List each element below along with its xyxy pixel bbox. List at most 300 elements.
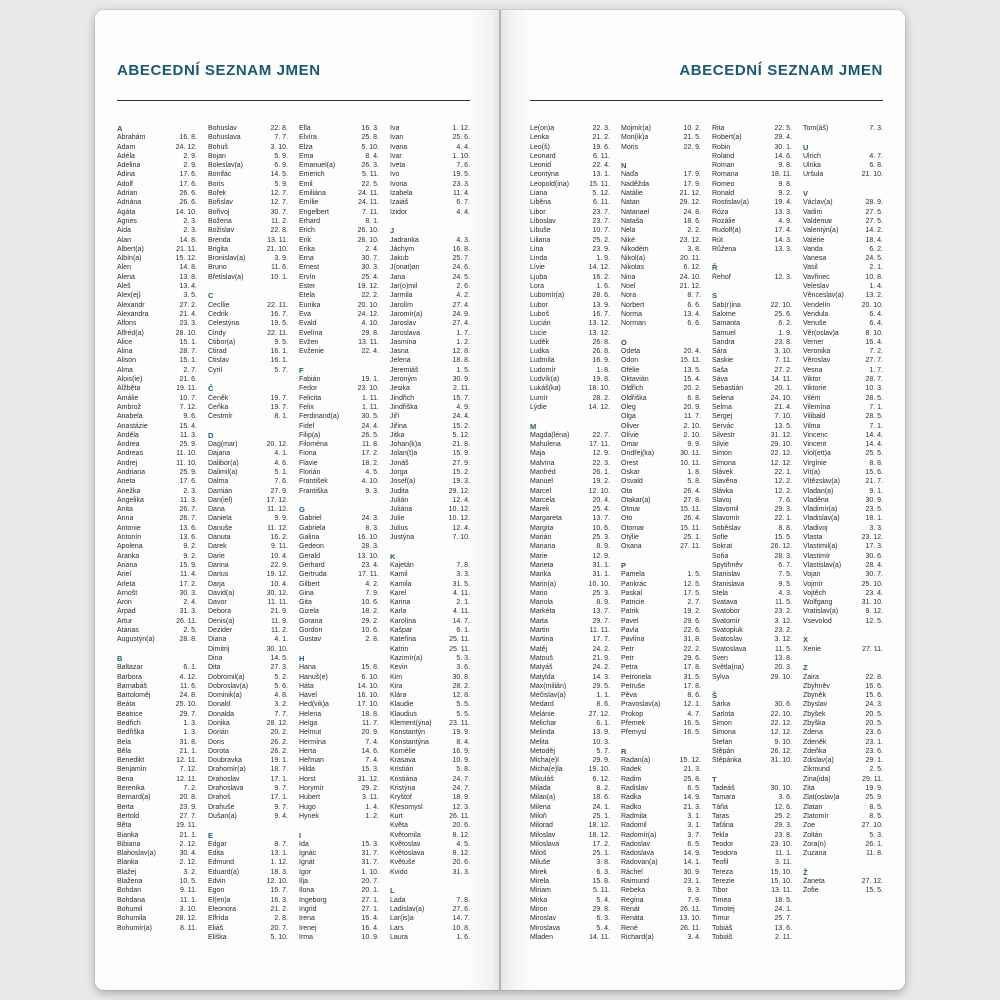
name: Radan(a) xyxy=(621,757,651,765)
list-item xyxy=(803,422,883,431)
name: Ctirad xyxy=(208,348,227,356)
name-column xyxy=(299,124,379,942)
list-item xyxy=(208,673,288,682)
list-item xyxy=(117,617,197,626)
name: Blažej xyxy=(117,868,137,876)
date: 28. 3. xyxy=(361,543,379,551)
date: 2. 10. xyxy=(683,431,701,439)
list-item xyxy=(803,459,883,468)
list-item xyxy=(208,505,288,514)
name: Karolína xyxy=(390,617,417,625)
date: 14. 5. xyxy=(270,654,288,662)
list-item xyxy=(299,784,379,793)
date: 3. 1. xyxy=(687,812,701,820)
list-item xyxy=(712,412,792,421)
name: Mojmír(a) xyxy=(621,125,651,132)
list-item xyxy=(530,291,610,300)
list-item xyxy=(117,440,197,449)
date: 31. 1. xyxy=(592,561,610,569)
list-item xyxy=(530,319,610,328)
date: 4. 8. xyxy=(274,692,288,700)
name: Roman xyxy=(712,162,735,170)
date: 1. 3. xyxy=(183,720,197,727)
name: Boris xyxy=(208,180,224,188)
name: Felicita xyxy=(299,394,322,402)
list-item xyxy=(117,375,197,384)
list-item xyxy=(117,607,197,616)
name: Bedřich xyxy=(117,720,141,727)
date: 26. 12. xyxy=(770,543,792,551)
date: 25. 9. xyxy=(179,468,197,476)
list-item xyxy=(621,570,701,579)
list-item xyxy=(117,198,197,207)
list-item xyxy=(621,933,701,942)
list-item xyxy=(390,236,470,245)
list-item xyxy=(299,524,379,533)
list-item xyxy=(621,905,701,914)
name: Petr xyxy=(621,645,634,653)
date: 21. 3. xyxy=(683,766,701,774)
date: 19. 9. xyxy=(865,785,883,793)
name: Valentýn(a) xyxy=(803,227,839,235)
name: Bohdan xyxy=(117,887,142,895)
list-item xyxy=(208,877,288,886)
date: 13. 5. xyxy=(683,366,701,374)
name: Osvald xyxy=(621,478,643,486)
name: Klaudius xyxy=(390,710,417,718)
name: Běta xyxy=(117,822,132,830)
list-item xyxy=(390,152,470,161)
list-item xyxy=(390,273,470,282)
list-item xyxy=(299,719,379,728)
name: Božena xyxy=(208,217,232,225)
name: Margareta xyxy=(530,515,562,523)
list-item xyxy=(530,431,610,440)
name: Dan(iel) xyxy=(208,496,233,504)
name: Drahoslava xyxy=(208,785,244,793)
date: 27. 11. xyxy=(680,543,701,551)
date: 25. 2. xyxy=(592,236,610,244)
date: 7. 7. xyxy=(274,134,288,142)
name: Zuzana xyxy=(803,850,827,858)
name: Nikolas xyxy=(621,264,644,272)
list-item xyxy=(712,598,792,607)
date: 6. 4. xyxy=(869,320,883,328)
date: 25. 7. xyxy=(452,255,470,263)
date: 26. 4. xyxy=(683,515,701,523)
name: Pavlína xyxy=(621,636,645,644)
name: Julie xyxy=(390,515,405,523)
date: 11. 10. xyxy=(176,459,197,467)
date: 16. 3. xyxy=(270,896,288,904)
name: Lars xyxy=(390,924,404,932)
date: 17. 10. xyxy=(357,701,379,709)
date: 11. 6. xyxy=(271,264,288,272)
name: Nikol(a) xyxy=(621,255,646,263)
list-item xyxy=(299,310,379,319)
name: Vít(a) xyxy=(803,468,821,476)
date: 5. 10. xyxy=(270,933,288,941)
list-item xyxy=(208,347,288,356)
list-item xyxy=(390,868,470,877)
name: Kristiána xyxy=(390,775,418,783)
date: 27. 4. xyxy=(452,320,470,328)
name: Paskal xyxy=(621,589,643,597)
date: 20. 5. xyxy=(865,720,883,727)
date: 7. 8. xyxy=(456,896,470,904)
name: Dalma xyxy=(208,478,229,486)
list-item xyxy=(299,812,379,821)
date: 30. 8. xyxy=(452,673,470,681)
date: 29. 9. xyxy=(592,757,610,765)
page-right xyxy=(500,10,905,990)
list-item xyxy=(390,208,470,217)
date: 22. 9. xyxy=(683,143,701,151)
name: Radoslav xyxy=(621,840,651,848)
name: Otmar xyxy=(621,506,641,514)
date: 11. 3. xyxy=(180,496,197,504)
list-item xyxy=(530,394,610,403)
name: Ingrid xyxy=(299,905,317,913)
name: Vlastimil(a) xyxy=(803,543,838,551)
name: Krasava xyxy=(390,757,416,765)
date: 14. 7. xyxy=(452,617,470,625)
date: 6. 1. xyxy=(456,627,470,635)
name: Gizela xyxy=(299,608,319,616)
date: 30. 5. xyxy=(361,413,379,421)
date: 14. 4. xyxy=(865,441,883,449)
name: Erik xyxy=(299,236,312,244)
date: 23. 9. xyxy=(592,245,610,253)
name: Juliána xyxy=(390,506,413,514)
list-item xyxy=(117,682,197,691)
name: Matyáš xyxy=(530,664,553,672)
date: 17. 7. xyxy=(592,636,610,644)
name: Agáta xyxy=(117,208,136,216)
list-item xyxy=(299,589,379,598)
list-item xyxy=(803,440,883,449)
name: Věnceslav(a) xyxy=(803,292,844,300)
date: 14. 2. xyxy=(865,227,883,235)
name: El(en)a xyxy=(208,896,231,904)
name: Agnes xyxy=(117,217,137,225)
date: 30. 9. xyxy=(452,376,470,384)
name: Radko xyxy=(621,803,642,811)
list-item xyxy=(299,896,379,905)
name: Hugo xyxy=(299,803,316,811)
list-item xyxy=(390,338,470,347)
name: Markéta xyxy=(530,608,556,616)
date: 21. 10. xyxy=(266,245,288,253)
name: Anabela xyxy=(117,413,143,421)
name: Dušan(a) xyxy=(208,812,237,820)
date: 3. 10. xyxy=(179,905,197,913)
name: Bertold xyxy=(117,812,140,820)
name: Jiří xyxy=(390,413,400,421)
name: Bianka xyxy=(117,831,139,839)
list-item xyxy=(299,580,379,589)
list-item xyxy=(530,254,610,263)
date: 16. 4. xyxy=(361,915,379,923)
list-item xyxy=(208,124,288,133)
name: Libuše xyxy=(530,227,551,235)
name: Gabriel xyxy=(299,515,322,523)
name: Herta xyxy=(299,747,317,755)
date: 31. 12. xyxy=(770,431,792,439)
date: 15. 12. xyxy=(679,757,701,765)
list-item xyxy=(803,431,883,440)
date: 26. 5. xyxy=(361,431,379,439)
date: 13. 10. xyxy=(679,915,701,923)
list-item xyxy=(621,180,701,189)
list-item xyxy=(117,840,197,849)
name: Nora xyxy=(621,292,637,300)
name: Micha(e)la xyxy=(530,766,563,774)
list-item xyxy=(803,700,883,709)
list-item xyxy=(803,263,883,272)
list-item xyxy=(208,226,288,235)
list-item xyxy=(390,431,470,440)
name: Adrian xyxy=(117,190,138,198)
date: 27. 8. xyxy=(683,496,701,504)
list-item xyxy=(803,152,883,161)
name: Patrik xyxy=(621,608,639,616)
name: Jiřina xyxy=(390,422,407,430)
name: Elfrída xyxy=(208,915,229,923)
date: 30. 7. xyxy=(361,255,379,263)
list-item xyxy=(530,329,610,338)
name: Čestmír xyxy=(208,413,233,421)
list-item xyxy=(117,282,197,291)
list-item xyxy=(530,384,610,393)
name: Ctislav xyxy=(208,357,230,365)
date: 22. 10. xyxy=(770,710,792,718)
list-item xyxy=(117,170,197,179)
date: 31. 3. xyxy=(452,868,470,876)
list-item xyxy=(390,505,470,514)
date: 25. 4. xyxy=(361,273,379,281)
list-item xyxy=(621,626,701,635)
list-item xyxy=(299,514,379,523)
list-item xyxy=(803,589,883,598)
list-item xyxy=(208,924,288,933)
list-item xyxy=(712,868,792,877)
list-item xyxy=(803,468,883,477)
date: 12. 11. xyxy=(176,775,197,783)
list-item xyxy=(390,710,470,719)
name: Jáchym xyxy=(390,245,415,253)
list-item xyxy=(299,189,379,198)
date: 19. 12. xyxy=(357,283,379,291)
name: Lina xyxy=(530,245,544,253)
list-item xyxy=(390,319,470,328)
list-item xyxy=(530,198,610,207)
name: Selma xyxy=(712,403,732,411)
list-item xyxy=(299,440,379,449)
date: 5. 5. xyxy=(456,710,470,718)
name: Evald xyxy=(299,320,317,328)
date: 3. 6. xyxy=(456,664,470,672)
name: Slávek xyxy=(712,468,734,476)
name: Judita xyxy=(390,487,409,495)
name: Vratislav(a) xyxy=(803,608,839,616)
date: 28. 12. xyxy=(266,720,288,727)
list-item xyxy=(621,514,701,523)
list-item xyxy=(803,170,883,179)
name: Věroslav xyxy=(803,357,831,365)
name: Donika xyxy=(208,720,230,727)
name: Valdemar xyxy=(803,217,833,225)
date: 25. 3. xyxy=(592,534,610,542)
name: Oliver xyxy=(621,422,640,430)
date: 24. 5. xyxy=(865,255,883,263)
list-item xyxy=(712,886,792,895)
name: Martin xyxy=(530,627,550,635)
list-item xyxy=(390,347,470,356)
list-item xyxy=(208,812,288,821)
list-item xyxy=(117,477,197,486)
date: 5. 4. xyxy=(596,896,610,904)
date: 30. 7. xyxy=(270,208,288,216)
name: Albert(a) xyxy=(117,245,144,253)
name: Anežka xyxy=(117,487,141,495)
date: 15. 11. xyxy=(680,357,701,365)
date: 19. 1. xyxy=(270,757,288,765)
name: Eleonora xyxy=(208,905,237,913)
date: 20. 7. xyxy=(270,924,288,932)
list-item xyxy=(712,719,792,728)
date: 8. 10. xyxy=(865,329,883,337)
list-item xyxy=(208,236,288,245)
name: Emanuel(a) xyxy=(299,162,336,170)
date: 30. 4. xyxy=(179,850,197,858)
name: Iva xyxy=(390,125,400,132)
list-item xyxy=(208,319,288,328)
name: Zoe xyxy=(803,822,816,830)
date: 7. 1. xyxy=(869,422,883,430)
date: 13. 1. xyxy=(270,850,288,858)
date: 2. 3. xyxy=(183,227,197,235)
name: Zikmund xyxy=(803,766,830,774)
list-item xyxy=(712,914,792,923)
list-item xyxy=(712,301,792,310)
date: 27. 5. xyxy=(865,208,883,216)
date: 29. 3. xyxy=(774,506,792,514)
date: 5. 7. xyxy=(274,366,288,374)
name: Věr(oslav)a xyxy=(803,329,839,337)
name: Virgínie xyxy=(803,459,827,467)
list-item xyxy=(117,208,197,217)
name: Darie xyxy=(208,552,225,560)
list-item xyxy=(530,635,610,644)
name: Nina xyxy=(621,273,636,281)
name: Zlatan xyxy=(803,803,823,811)
name: Kašpar xyxy=(390,627,413,635)
name: Dag(mar) xyxy=(208,441,238,449)
list-item xyxy=(530,161,610,170)
name: Svatopluk xyxy=(712,627,743,635)
name: Erika xyxy=(299,245,315,253)
list-item xyxy=(117,812,197,821)
name: Ráchel xyxy=(621,868,643,876)
list-item xyxy=(208,858,288,867)
name-column xyxy=(712,124,792,942)
date: 23. 6. xyxy=(865,729,883,737)
date: 27. 3. xyxy=(270,664,288,672)
name: Kornélie xyxy=(390,747,416,755)
date: 6. 10. xyxy=(361,673,379,681)
list-item xyxy=(208,645,288,654)
date: 4. 7. xyxy=(687,710,701,718)
list-item xyxy=(117,552,197,561)
list-item xyxy=(621,673,701,682)
date: 24. 8. xyxy=(683,208,701,216)
date: 29. 12. xyxy=(448,487,470,495)
list-item xyxy=(803,607,883,616)
list-item xyxy=(299,422,379,431)
list-item xyxy=(803,728,883,737)
date: 13. 6. xyxy=(774,924,792,932)
list-item xyxy=(299,868,379,877)
date: 2. 4. xyxy=(365,245,379,253)
date: 13. 5. xyxy=(774,422,792,430)
section-letter: O xyxy=(621,337,627,347)
name: Gordon xyxy=(299,627,323,635)
name: Bernard(a) xyxy=(117,794,151,802)
list-item xyxy=(803,366,883,375)
name: Teodor xyxy=(712,840,734,848)
date: 9. 8. xyxy=(778,180,792,188)
name: Lubor xyxy=(530,301,548,309)
date: 1. 1. xyxy=(596,692,610,700)
name: Alma xyxy=(117,366,133,374)
name: Konstantýn xyxy=(390,729,426,737)
name: Vesna xyxy=(803,366,823,374)
list-item xyxy=(299,282,379,291)
list-item xyxy=(299,124,379,133)
name: Vendula xyxy=(803,310,829,318)
list-item xyxy=(803,682,883,691)
date: 5. 8. xyxy=(456,766,470,774)
list-item xyxy=(208,570,288,579)
list-item xyxy=(390,840,470,849)
name: Odon xyxy=(621,357,639,365)
date: 12. 6. xyxy=(774,803,792,811)
date: 26. 2. xyxy=(270,747,288,755)
date: 22. 8. xyxy=(270,227,288,235)
list-item xyxy=(299,319,379,328)
list-item xyxy=(299,635,379,644)
name: Moris xyxy=(621,143,639,151)
list-item xyxy=(390,514,470,523)
date: 9. 9. xyxy=(687,441,701,449)
date: 26. 11. xyxy=(680,924,701,932)
name: Leonard xyxy=(530,152,556,160)
date: 29. 6. xyxy=(683,654,701,662)
date: 14. 11. xyxy=(589,933,610,941)
list-item xyxy=(117,301,197,310)
name: Marta xyxy=(530,617,548,625)
name: Zdislav(a) xyxy=(803,757,834,765)
list-item xyxy=(530,626,610,635)
name: Anastázie xyxy=(117,422,148,430)
list-item xyxy=(621,459,701,468)
list-item xyxy=(621,896,701,905)
list-item xyxy=(530,245,610,254)
list-item xyxy=(621,282,701,291)
name: Árpád xyxy=(117,608,136,616)
date: 25. 1. xyxy=(592,812,610,820)
